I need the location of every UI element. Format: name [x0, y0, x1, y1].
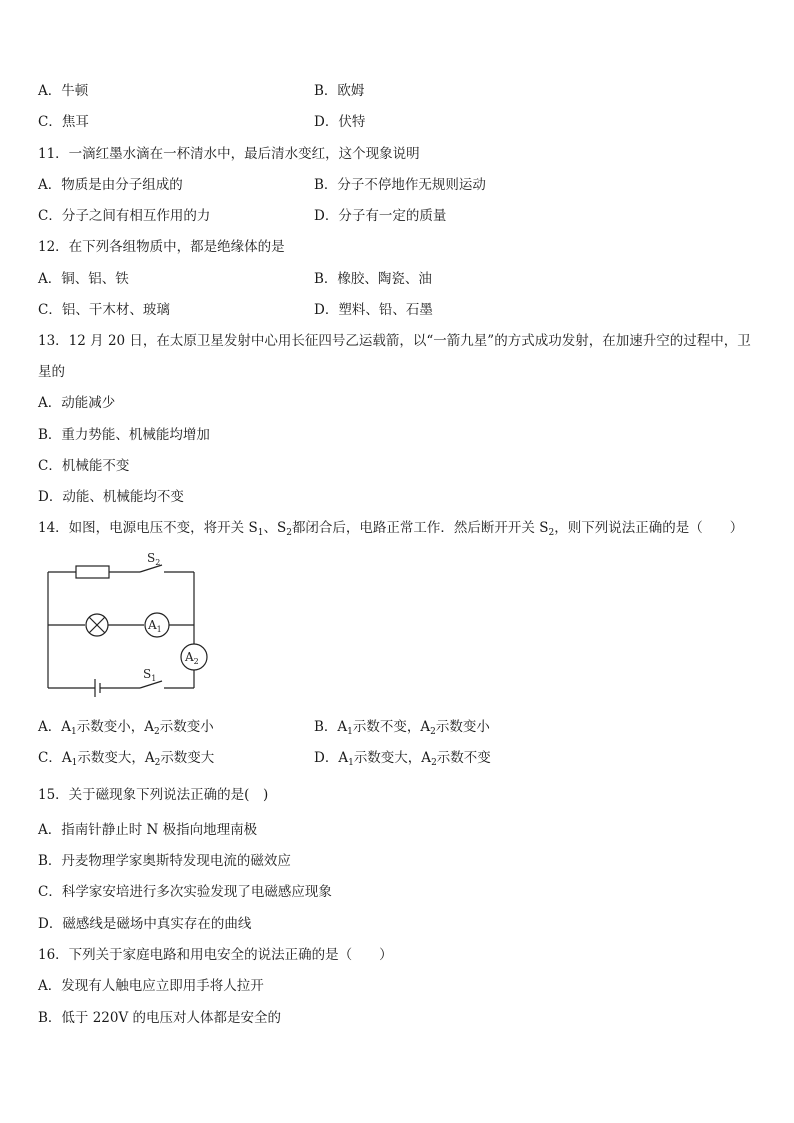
q12-option-a: A．铜、铝、铁 — [38, 271, 129, 287]
q12-option-b: B．橡胶、陶瓷、油 — [314, 271, 432, 287]
s1-label: $S_1$ — [143, 667, 157, 683]
q13-option-c: C．机械能不变 — [38, 458, 130, 474]
a1-label: $A_1$ — [148, 618, 162, 634]
q16-option-a: A．发现有人触电应立即用手将人拉开 — [38, 978, 264, 994]
q13-stem-line2: 星的 — [38, 364, 65, 380]
a2-label: $A_2$ — [185, 650, 199, 666]
q10-option-a: A．牛顿 — [38, 83, 89, 99]
q12-option-c: C．铝、干木材、玻璃 — [38, 302, 170, 318]
q15-option-d: D．磁感线是磁场中真实存在的曲线 — [38, 916, 252, 932]
q11-option-c: C．分子之间有相互作用的力 — [38, 208, 211, 224]
q14-option-a: A．$A_1$示数变小，$A_2$示数变小 — [38, 719, 214, 737]
q15-option-c: C．科学家安培进行多次实验发现了电磁感应现象 — [38, 884, 332, 900]
q13-stem-line1: 13．12 月 20 日，在太原卫星发射中心用长征四号乙运载箭，以“一箭九星”的方式成功发射，在加速升空的过程中，卫 — [38, 333, 751, 349]
s2-label: $S_2$ — [147, 551, 161, 567]
q15-stem: 15．关于磁现象下列说法正确的是( ) — [38, 787, 269, 803]
q11-option-d: D．分子有一定的质量 — [314, 208, 447, 224]
q14-stem: 14．如图，电源电压不变，将开关 $S_1$、$S_2$都闭合后，电路正常工作．然后断开开关 $S_2$，则下列说法正确的是（ ） — [38, 520, 744, 538]
q16-option-b: B．低于 220V 的电压对人体都是安全的 — [38, 1010, 282, 1026]
q10-option-c: C．焦耳 — [38, 114, 89, 130]
q10-option-b: B．欧姆 — [314, 83, 365, 99]
q14-option-c: C．$A_1$示数变大，$A_2$示数变大 — [38, 750, 215, 768]
q16-stem: 16．下列关于家庭电路和用电安全的说法正确的是（ ） — [38, 947, 393, 963]
q14-option-b: B．$A_1$示数不变，$A_2$示数变小 — [314, 719, 490, 737]
q13-option-d: D．动能、机械能均不变 — [38, 489, 184, 505]
q11-stem: 11．一滴红墨水滴在一杯清水中，最后清水变红，这个现象说明 — [38, 146, 420, 162]
q14-option-d: D．$A_1$示数变大，$A_2$示数不变 — [314, 750, 491, 768]
q15-option-b: B．丹麦物理学家奥斯特发现电流的磁效应 — [38, 853, 291, 869]
q11-option-b: B．分子不停地作无规则运动 — [314, 177, 486, 193]
q13-option-b: B．重力势能、机械能均增加 — [38, 427, 210, 443]
q12-option-d: D．塑料、铅、石墨 — [314, 302, 433, 318]
q11-option-a: A．物质是由分子组成的 — [38, 177, 183, 193]
q10-option-d: D．伏特 — [314, 114, 366, 130]
circuit-diagram — [40, 548, 220, 698]
resistor — [76, 566, 109, 578]
q13-option-a: A．动能减少 — [38, 395, 116, 411]
q15-option-a: A．指南针静止时 N 极指向地理南极 — [38, 822, 258, 838]
q12-stem: 12．在下列各组物质中，都是绝缘体的是 — [38, 239, 285, 255]
